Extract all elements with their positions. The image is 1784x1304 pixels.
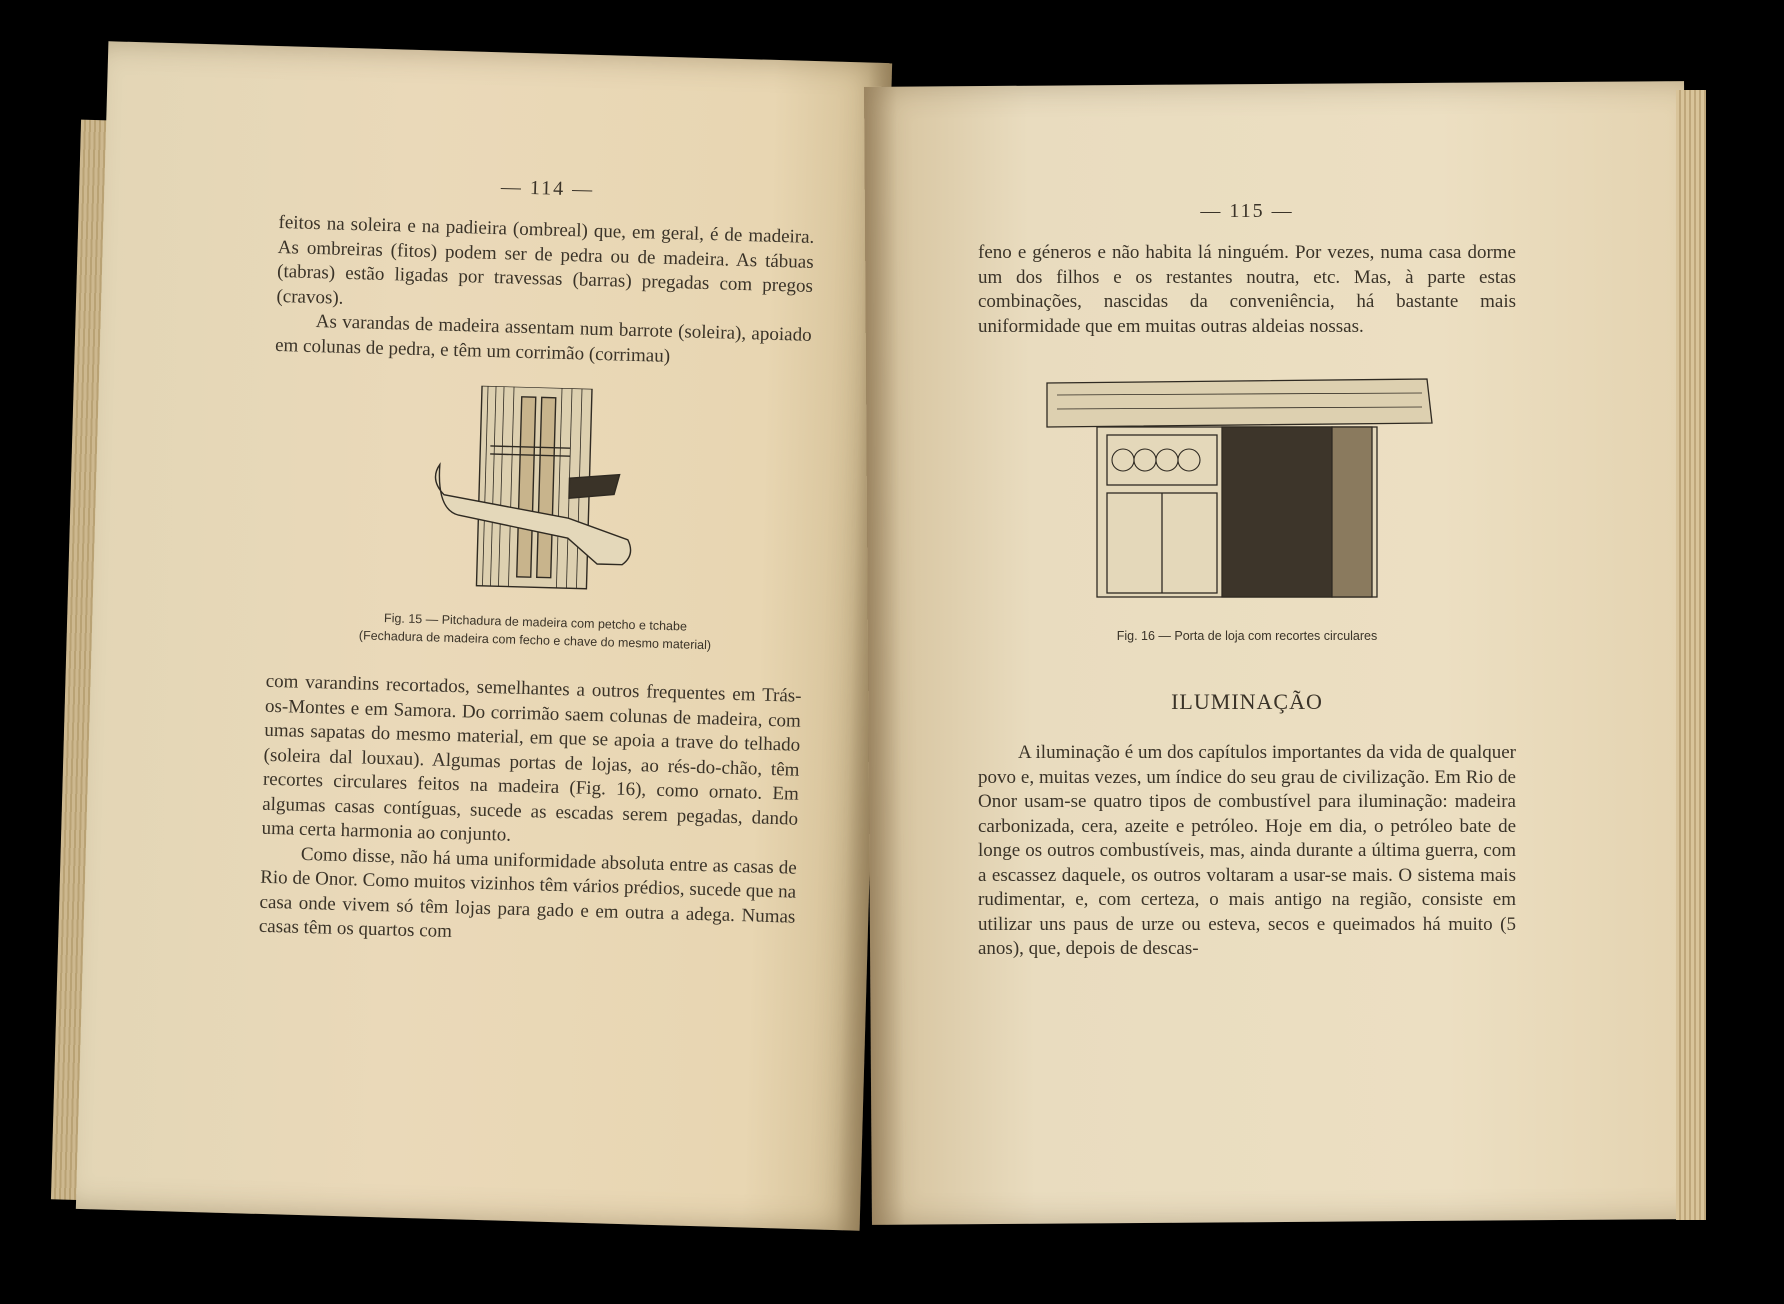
left-paragraph-1: feitos na soleira e na padieira (ombreal) que, em geral, é de madeira. As ombreiras (fitos) podem ser de pedra ou de madeira. As tábuas (tabras) estão ligadas por travessas (barras) pregadas com pregos (cravos).	[276, 211, 815, 309]
figure-15-caption: Fig. 15 — Pitchadura de madeira com petcho e tchabe	[383, 611, 688, 634]
figure-16-shop-door-illustration	[1027, 363, 1467, 613]
right-paragraph-2: A iluminação é um dos capítulos importantes da vida de qualquer povo e, muitas vezes, um índice do seu grau de civilização. Em Rio de Onor usam-se quatro tipos de combustível para iluminação: madeira carbonizada, cera, azeite e petróleo. Hoje em dia, o petróleo bate de longe os outros combustíveis, mas, ainda durante a última guerra, com a escassez daquele, os outros voltaram a usar-se mais. O sistema mais rudimentar, e, com certeza, o mais antigo na região, consiste em utilizar uns paus de urze ou esteva, secos e queimados há muito (5 anos), que, depois de descas-	[978, 742, 1516, 959]
right-paragraph-1: feno e géneros e não habita lá ninguém. Por vezes, numa casa dorme um dos filhos e os restantes noutra, etc. Mas, à parte estas combinações, nascidas da conveniência, há bastante mais uniformidade que em muitas outras aldeias nossas.	[978, 242, 1516, 337]
left-paragraph-3: com varandins recortados, semelhantes a outros frequentes em Trás-os-Montes e em Samora. Do corrimão saem colunas de madeira, com umas sapatas do mesmo material, em que se apoia a trave do telhado (soleira dal louxau). Algumas portas de lojas, ao rés-do-chão, têm recortes circulares feitos na madeira (Fig. 16), como ornato. Em algumas casas contíguas, sucede as escadas serem pegadas, dando uma certa harmonia ao conjunto.	[261, 670, 802, 846]
right-page-edges	[1676, 90, 1706, 1220]
right-page-content	[978, 200, 1516, 962]
left-page-content	[259, 170, 816, 954]
left-paragraph-2: As varandas de madeira assentam num barrote (soleira), apoiado em colunas de pedra, e têm um corrimão (corrimau)	[274, 311, 812, 367]
page-number-left: — 114 —	[500, 176, 595, 201]
left-paragraph-4: Como disse, não há uma uniformidade absoluta entre as casas de Rio de Onor. Como muitos vizinhos têm vários prédios, sucede que na casa onde vivem só têm lojas para gado e em outra a adega. Numas casas têm os quartos com	[258, 843, 798, 943]
section-heading: ILUMINAÇÃO	[1171, 689, 1323, 714]
figure-16-caption: Fig. 16 — Porta de loja com recortes circulares	[1116, 629, 1378, 643]
figure-15-wooden-lock-illustration	[416, 384, 662, 601]
page-number-right: — 115 —	[1200, 200, 1294, 222]
figure-15-caption-translation: (Fechadura de madeira com fecho e chave do mesmo material)	[358, 628, 712, 653]
